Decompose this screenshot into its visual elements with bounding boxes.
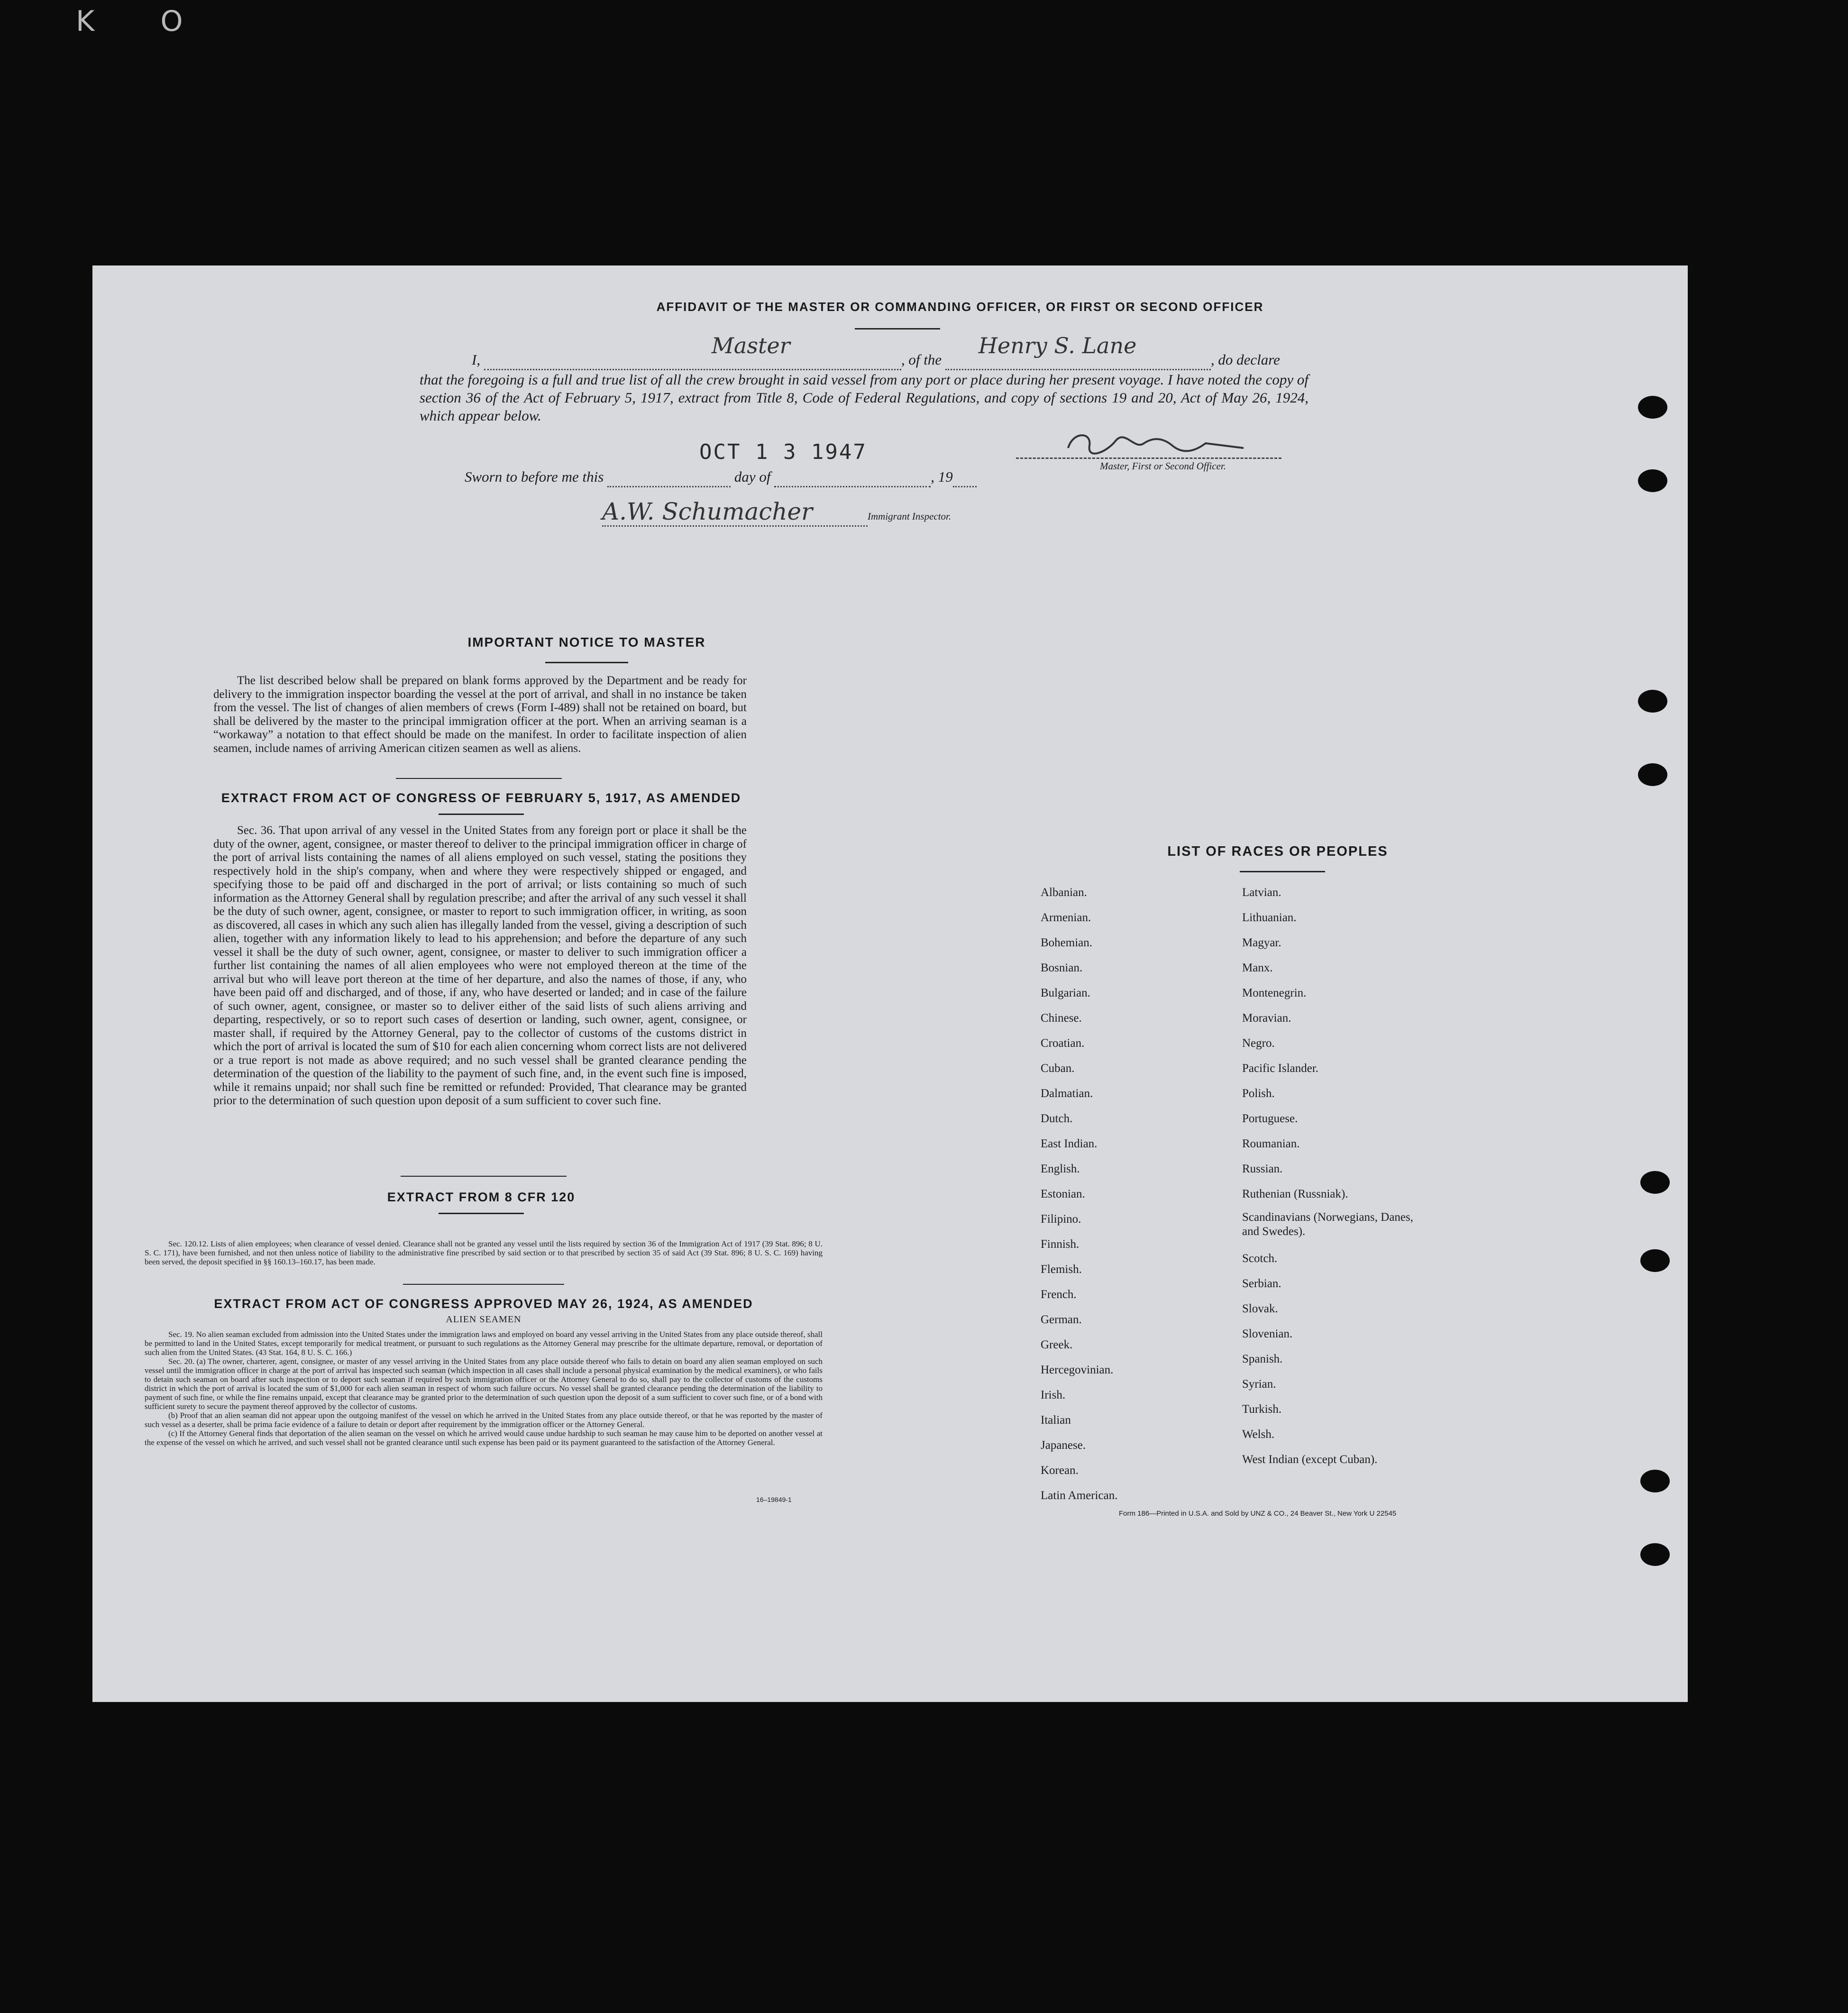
affidavit-declaration-line [420,333,1401,370]
race-item: Finnish. [1041,1238,1080,1251]
date-stamp: OCT 1 3 1947 [699,440,867,464]
race-item: Serbian. [1242,1277,1281,1290]
notice-divider [545,662,628,663]
sworn-month-field [774,468,931,487]
race-item: Scotch. [1242,1252,1278,1265]
sworn-year-prefix: , 19 [931,468,953,485]
binder-hole [1640,1470,1670,1492]
affidavit-heading: AFFIDAVIT OF THE MASTER OR COMMANDING OFFICER, OR FIRST OR SECOND OFFICER [656,300,1264,314]
cfr-text: Sec. 120.12. Lists of alien employees; when clearance of vessel denied. Clearance shall not be granted any vessel until the lists required by section 36 of the Immigration Act of 1917 (39 Stat. 896; 8 U. S. C. 171), have been furnished, and not then unless notice of liability to the administrative fine prescribed by said section or to that prescribed by section 35 of said Act (39 Stat. 896; 8 U. S. C. 169) having been served, the deposit specified in §§ 160.13–160.17, has been made. [145,1239,823,1266]
race-item: English. [1041,1162,1080,1175]
race-item: Latin American. [1041,1489,1118,1502]
signature-scribble [1063,429,1253,458]
race-item: Albanian. [1041,886,1087,899]
master-signature [1016,429,1281,459]
binder-hole [1638,396,1667,419]
extract-1917-text: Sec. 36. That upon arrival of any vessel in the United States from any foreign port or place it shall be the duty of the owner, agent, consignee, or master thereof to deliver to the principal immigration officer in charge of the port of arrival lists containing the names of all aliens employed on such vessel, stating the positions they respectively hold in the ship's company, when and where they were respectively shipped or engaged, and specifying those to be paid off and discharged in the port of arrival; or lists containing so much of such information as the Attorney General shall by regulation prescribe; and after the arrival of any such vessel it shall be the duty of such owner, agent, consignee, or master to report to such immigration officer, in writing, as soon as discovered, all cases in which any such alien has illegally landed from the vessel, giving a description of such alien, together with any information likely to lead to his apprehension; and before the departure of any such vessel it shall be the duty of such owner, agent, consignee, or master to deliver to such immigration officer a further list containing the names of all alien employees who were not employed thereon at the time of the arrival but who will leave port thereon at the time of her departure, and also the names of those, if any, who have been paid off and discharged, and of those, if any, who have deserted or landed; and in case of the failure of such owner, agent, consignee, or master so to deliver either of the said lists of such aliens arriving and departing, respectively, or so to report such cases of desertion or landing, such owner, agent, consignee, or master shall, if required by the Attorney General, pay to the collector of customs of the customs district in which the port of arrival is located the sum of $10 for each alien concerning whom correct lists are not delivered or a true report is not made as above required; and no such vessel shall be granted clearance pending the determination of the question of the liability to the payment of such fine, and, in the event such fine is imposed, while it remains unpaid; nor shall such fine be remitted or refunded: Provided, That clearance may be granted prior to the determination of such question upon deposit of a sum sufficient to cover such fine. [213,824,747,1107]
extract-1924-body [145,1330,823,1447]
affidavit-of-the: , of the [901,351,942,368]
race-item: Magyar. [1242,936,1281,949]
race-item: Armenian. [1041,911,1091,924]
race-item: Estonian. [1041,1188,1085,1200]
races-heading: LIST OF RACES OR PEOPLES [1167,844,1388,859]
race-item: Bulgarian. [1041,987,1090,999]
races-right-column [1242,880,1422,1472]
race-item: Dalmatian. [1041,1087,1093,1100]
sworn-day-of: day of [734,468,771,485]
extract-1924-heading: EXTRACT FROM ACT OF CONGRESS APPROVED MAY 26, 1924, AS AMENDED [214,1297,753,1311]
cfr-end-rule [403,1284,564,1285]
race-item: Italian [1041,1414,1071,1427]
notice-end-rule [396,778,562,779]
signature-caption: Master, First or Second Officer. [1100,460,1226,472]
race-item: Manx. [1242,961,1273,974]
race-item: Spanish. [1242,1353,1283,1365]
race-item: Hercegovinian. [1041,1363,1114,1376]
sec-20b-text: (b) Proof that an alien seaman did not appear upon the outgoing manifest of the vessel on which he arrived in the United States from any place outside thereof, or that he was reported by the master of such vessel as a deserter, shall be prima facie evidence of a failure to detain or deport after requirement by the immigration officer or the Attorney General. [145,1411,823,1429]
race-item: Roumanian. [1242,1137,1300,1150]
vessel-name-handwritten: Henry S. Lane [978,333,1137,358]
race-item: West Indian (except Cuban). [1242,1453,1378,1466]
sworn-label: Sworn to before me this [465,468,604,485]
sec-20a-text: Sec. 20. (a) The owner, charterer, agent, consignee, or master of any vessel arriving in the United States from any place outside thereof who fails to detain on board any alien seaman employed on such vessel until the immigration officer in charge at the port of arrival has inspected such seaman (which inspection in all cases shall include a personal physical examination by the medical examiners), or who fails to detain such seaman on board after such inspection or to deport such seaman if required by such immigration officer or the Attorney General to do so, shall pay to the collector of customs of the customs district in which the port of arrival is located the sum of $1,000 for each alien seaman in respect of whom such failure occurs. No vessel shall be granted clearance pending the determination of the liability to payment of such fine, or while the fine remains unpaid, except that clearance may be granted prior to the determination of such question upon the deposit of a sum sufficient to cover such fine, or of a bond with sufficient surety to secure the payment thereof approved by the collector of customs. [145,1357,823,1411]
affidavit-divider [855,328,940,329]
race-item: Ruthenian (Russniak). [1242,1188,1348,1200]
film-marks: K O [76,5,211,38]
sworn-line [465,468,977,487]
document-page [92,265,1688,1702]
race-item: Korean. [1041,1464,1079,1477]
race-item: Irish. [1041,1389,1066,1401]
extract-1917-divider [439,814,524,815]
sec-19-text: Sec. 19. No alien seaman excluded from admission into the United States under the immigration laws and employed on board any vessel arriving in the United States from any place outside thereof, shall be permitted to land in the United States, except temporarily for medical treatment, or pursuant to such regulations as the Attorney General may prescribe for the ultimate departure, removal, or deportation of such alien from the United States. (43 Stat. 164, 8 U. S. C. 166.) [145,1330,823,1357]
race-item: Montenegrin. [1242,987,1307,999]
race-item: Russian. [1242,1162,1283,1175]
race-item: Bohemian. [1041,936,1093,949]
inspector-signature: A.W. Schumacher [602,498,868,527]
vessel-name-field [945,333,1211,370]
race-item: Turkish. [1242,1403,1282,1416]
sworn-year-field [953,468,977,487]
master-name-handwritten: Master [711,333,790,358]
race-item: Dutch. [1041,1112,1073,1125]
race-item: Negro. [1242,1037,1275,1050]
cfr-divider [439,1213,524,1214]
races-footer: Form 186—Printed in U.S.A. and Sold by UNZ & CO., 24 Beaver St., New York U 22545 [1119,1510,1397,1518]
race-item: Cuban. [1041,1062,1075,1075]
race-item: Scandinavians (Norwegians, Danes, and Swedes). [1242,1211,1414,1238]
binder-hole [1638,469,1667,492]
extract-1917-end-rule [401,1176,567,1177]
race-item: Latvian. [1242,886,1281,899]
master-signature-block [1016,429,1281,473]
binder-hole [1638,763,1667,786]
binder-hole [1638,690,1667,713]
race-item: Chinese. [1041,1012,1082,1025]
race-item: Polish. [1242,1087,1275,1100]
cfr-heading: EXTRACT FROM 8 CFR 120 [387,1190,576,1204]
race-item: Japanese. [1041,1439,1086,1452]
race-item: Welsh. [1242,1428,1275,1441]
race-item: Slovak. [1242,1302,1278,1315]
race-item: Flemish. [1041,1263,1082,1276]
form-number: 16–19849-1 [756,1496,792,1503]
sec-20c-text: (c) If the Attorney General finds that deportation of the alien seaman on the vessel on which he arrived would cause undue hardship to such seaman he may cause him to be deported on another vessel at the expense of the vessel on which he arrived, and such vessel shall not be granted clearance until such expense has been paid or its payment guaranteed to the satisfaction of the Attorney General. [145,1429,823,1447]
race-item: French. [1041,1288,1077,1301]
binder-hole [1640,1543,1670,1566]
binder-hole [1640,1249,1670,1272]
race-item: Syrian. [1242,1378,1276,1391]
affidavit-do-declare: , do declare [1210,351,1280,368]
extract-1924-subheading: ALIEN SEAMEN [446,1314,521,1325]
binder-hole [1640,1171,1670,1194]
affidavit-text: that the foregoing is a full and true list of all the crew brought in said vessel from any port or place during her present voyage. I have noted the copy of section 36 of the Act of February 5, 1917, extract from Title 8, Code of Federal Regulations, and copy of sections 19 and 20, Act of May 26, 1924, which appear below. [420,371,1308,424]
inspector-line [602,498,951,527]
race-item: Croatian. [1041,1037,1085,1050]
master-name-field [484,333,901,370]
inspector-label: Immigrant Inspector. [868,511,951,522]
sworn-day-field [607,468,731,487]
notice-text: The list described below shall be prepared on blank forms approved by the Department and be ready for delivery to the immigration inspector boarding the vessel at the port of arrival, and shall in no instance be taken from the vessel. The list of changes of alien members of crews (Form I-489) shall not be retained on board, but shall be delivered by the master to the principal immigration officer at the port. When an arriving seaman is a “workaway” a notation to that effect should be made on the manifest. In order to facilitate inspection of alien seamen, include names of arriving American citizen seamen as well as aliens. [213,674,747,755]
race-item: Lithuanian. [1242,911,1297,924]
race-item: Pacific Islander. [1242,1062,1319,1075]
races-divider [1240,871,1325,872]
race-item: Filipino. [1041,1213,1081,1226]
notice-heading: IMPORTANT NOTICE TO MASTER [467,635,706,650]
race-item: Moravian. [1242,1012,1291,1025]
race-item: German. [1041,1313,1082,1326]
race-item: Portuguese. [1242,1112,1298,1125]
race-item: Bosnian. [1041,961,1083,974]
races-left-column [1041,880,1117,1508]
race-item: East Indian. [1041,1137,1098,1150]
affidavit-i: I, [472,351,481,368]
race-item: Slovenian. [1242,1327,1293,1340]
extract-1917-heading: EXTRACT FROM ACT OF CONGRESS OF FEBRUARY 5, 1917, AS AMENDED [221,791,741,805]
race-item: Greek. [1041,1338,1073,1351]
